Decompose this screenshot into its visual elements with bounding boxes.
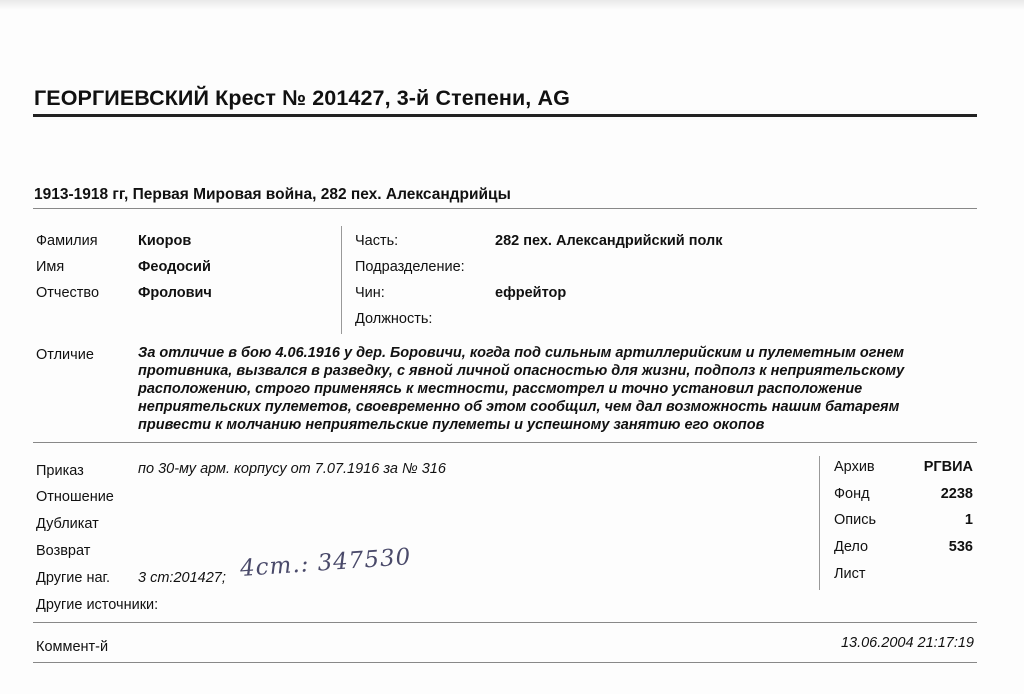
timestamp: 13.06.2004 21:17:19 xyxy=(840,635,974,651)
distinction-text: За отличие в бою 4.06.1916 у дер. Боровичи, когда под сильным артиллерийским и пулеметным огнем противника, вызвался в разведку, с явной личной опасностью для жизни, подполз к неприятельскому расположению, строго применяясь к местности, рассмотрел и точно установил расположение неприятельских пулеметов, своевременно об этом сообщил, чем дал возможность нашим батареям привести к молчанию неприятельские пулеметы и успешному занятию его окопов xyxy=(138,345,905,433)
patronymic-label: Отчество xyxy=(36,285,100,301)
handwritten-note: 4ст.: 347530 xyxy=(239,544,413,582)
title-rule xyxy=(33,114,977,117)
return-label: Возврат xyxy=(36,543,91,559)
other-awards-label: Другие наг. xyxy=(36,570,111,586)
comment-label: Коммент-й xyxy=(36,639,109,655)
records-rule xyxy=(33,622,977,623)
relation-label: Отношение xyxy=(36,489,114,505)
surname-value: Киоров xyxy=(138,233,192,249)
fond-label: Фонд xyxy=(834,486,870,502)
scan-edge xyxy=(0,0,1024,10)
name-label: Имя xyxy=(36,259,65,275)
list-label: Лист xyxy=(834,566,866,582)
surname-label: Фамилия xyxy=(36,233,98,249)
other-sources-label: Другие источники: xyxy=(36,597,159,613)
person-divider xyxy=(341,226,342,334)
rank-label: Чин: xyxy=(355,285,385,301)
rank-value: ефрейтор xyxy=(495,285,567,301)
archive-value: РГВИА xyxy=(923,459,973,475)
distinction-label: Отличие xyxy=(36,347,94,363)
order-label: Приказ xyxy=(36,463,84,479)
archive-label: Архив xyxy=(834,459,875,475)
archive-divider xyxy=(819,456,820,590)
position-label: Должность: xyxy=(355,311,433,327)
subtitle-rule xyxy=(33,208,977,209)
bottom-rule xyxy=(33,662,977,663)
distinction-rule xyxy=(33,442,977,443)
subdivision-label: Подразделение: xyxy=(355,259,465,275)
name-value: Феодосий xyxy=(138,259,211,275)
unit-value: 282 пех. Александрийский полк xyxy=(495,233,723,249)
order-value: по 30-му арм. корпусу от 7.07.1916 за № 316 xyxy=(138,461,446,477)
opis-value: 1 xyxy=(964,512,973,528)
fond-value: 2238 xyxy=(940,486,973,502)
page-title: ГЕОРГИЕВСКИЙ Крест № 201427, 3-й Степени, AG xyxy=(34,86,570,110)
unit-label: Часть: xyxy=(355,233,399,249)
page-subtitle: 1913-1918 гг, Первая Мировая война, 282 пех. Александрийцы xyxy=(34,186,511,203)
patronymic-value: Фролович xyxy=(138,285,212,301)
duplicate-label: Дубликат xyxy=(36,516,99,532)
delo-label: Дело xyxy=(834,539,869,555)
delo-value: 536 xyxy=(948,539,973,555)
opis-label: Опись xyxy=(834,512,877,528)
other-awards-value: 3 ст:201427; xyxy=(138,570,226,586)
